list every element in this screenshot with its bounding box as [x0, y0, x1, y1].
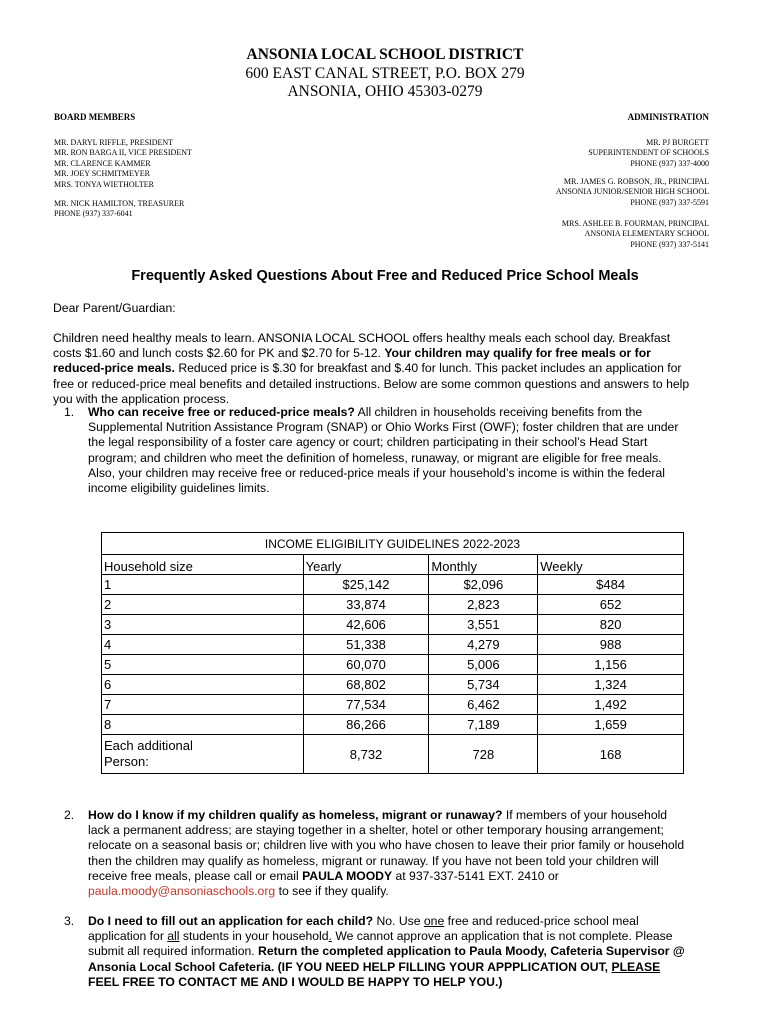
greeting: Dear Parent/Guardian:	[53, 301, 176, 315]
admin-line: MR. JAMES G. ROBSON, JR., PRINCIPAL	[563, 177, 709, 186]
cell-weekly: 1,156	[538, 655, 684, 675]
q1-question: Who can receive free or reduced-price meals?	[88, 405, 355, 419]
q2-text: If members of your household	[502, 808, 668, 822]
cell-size: 1	[102, 575, 304, 595]
q3-text: No. Use	[373, 914, 424, 928]
cell-monthly: 2,823	[429, 595, 538, 615]
q3-text: students in your household	[179, 929, 329, 944]
cell-size: 8	[102, 715, 304, 735]
treasurer-name: MR. NICK HAMILTON, TREASURER	[54, 199, 185, 208]
intro-bold: reduced-price meals.	[53, 361, 175, 376]
q3-underline: one	[423, 914, 445, 928]
intro-text: costs $1.60 and lunch costs $2.60 for PK and $2.70 for 5-12.	[53, 346, 385, 361]
intro-paragraph	[53, 331, 689, 407]
q3-underline: .	[328, 929, 332, 944]
cell-size: 7	[102, 695, 304, 715]
q2-line: then the children may qualify as homeless, migrant or runaway. If you have not been told your children will	[88, 853, 659, 868]
page-title: Frequently Asked Questions About Free and Reduced Price School Meals	[131, 268, 639, 284]
q1-line: Supplemental Nutrition Assistance Program (SNAP) or Ohio Works First (OWF); foster children that are under	[88, 420, 679, 435]
cell-yearly: 68,802	[303, 675, 429, 695]
table-caption: INCOME ELIGIBILITY GUIDELINES 2022-2023	[102, 533, 684, 555]
q2-text: at 937-337-5141 EXT. 2410 or	[392, 868, 559, 883]
cell-weekly: 1,659	[538, 715, 684, 735]
q1-line: Also, your children may receive free or reduced-price meals if your household’s income is within the federal	[88, 465, 665, 480]
table-row	[102, 695, 684, 715]
q3-underline: PLEASE	[611, 959, 661, 974]
header-household-size: Household size	[102, 555, 304, 575]
board-members-list	[54, 138, 192, 190]
cell-yearly: 86,266	[303, 715, 429, 735]
cell-weekly: 1,492	[538, 695, 684, 715]
q3-number: 3.	[64, 914, 75, 928]
elem-principal-block	[562, 219, 709, 250]
table-header-row	[102, 555, 684, 575]
q3-bold: FEEL FREE TO CONTACT ME AND I WOULD BE HAPPY TO HELP YOU.)	[88, 974, 503, 989]
contact-name: PAULA MOODY	[302, 868, 393, 883]
q3-line	[88, 960, 685, 975]
cell-weekly: 652	[538, 595, 684, 615]
cell-size: 4	[102, 635, 304, 655]
q1-line: program; and children who meet the definition of homeless, runaway, or migrant are eligible for free meals.	[88, 450, 662, 465]
cell-yearly: 33,874	[303, 595, 429, 615]
board-member: MR. DARYL RIFFLE, PRESIDENT	[54, 138, 174, 147]
superintendent-block	[588, 138, 709, 169]
admin-line: PHONE (937) 337-5141	[630, 239, 709, 249]
cell-monthly: 7,189	[429, 715, 538, 735]
admin-line: SUPERINTENDENT OF SCHOOLS	[588, 148, 709, 158]
cell-weekly: 1,324	[538, 675, 684, 695]
table-row-additional	[102, 735, 684, 774]
treasurer-phone: PHONE (937) 337-6041	[54, 209, 133, 219]
q2-line: lack a permanent address; are staying together in a shelter, hotel or other temporary housing arrangement;	[88, 823, 664, 838]
email-link[interactable]: paula.moody@ansoniaschools.org	[88, 884, 276, 899]
q2-question: How do I know if my children qualify as homeless, migrant or runaway?	[88, 808, 503, 822]
q1-line	[88, 405, 678, 420]
intro-line	[53, 346, 689, 361]
q3-underline: all	[167, 929, 180, 944]
q1-line: income eligibility guidelines limits.	[88, 481, 270, 496]
q3-bold: Return the completed application to Paula Moody, Cafeteria Supervisor @	[258, 944, 685, 959]
district-street: 600 EAST CANAL STREET, P.O. BOX 279	[245, 65, 525, 82]
treasurer-block	[54, 199, 184, 220]
table-row	[102, 615, 684, 635]
additional-label: Person:	[104, 754, 149, 769]
q2-text: receive free meals, please call or email	[88, 868, 303, 883]
cell-size: 3	[102, 615, 304, 635]
q3-text: free and reduced-price school meal	[444, 914, 639, 928]
q1-line: the legal responsibility of a foster care agency or court; children participating in their school’s Head Start	[88, 435, 648, 450]
cell-yearly: $25,142	[303, 575, 429, 595]
hs-principal-block	[556, 177, 709, 208]
q2-line	[88, 808, 684, 823]
q2-paragraph	[88, 808, 684, 899]
cell-size: 5	[102, 655, 304, 675]
cell-yearly: 77,534	[303, 695, 429, 715]
cell-yearly: 60,070	[303, 655, 429, 675]
admin-line: PHONE (937) 337-5591	[630, 197, 709, 207]
q3-text: We cannot approve an application that is not complete. Please	[331, 929, 673, 944]
cell-weekly: 820	[538, 615, 684, 635]
q3-text: submit all required information.	[88, 944, 259, 959]
admin-line: MR. PJ BURGETT	[646, 138, 709, 147]
cell-size: 6	[102, 675, 304, 695]
income-eligibility-table	[101, 532, 684, 774]
q3-line	[88, 929, 685, 944]
table-row	[102, 715, 684, 735]
q3-line	[88, 914, 685, 929]
table-row	[102, 595, 684, 615]
board-member: MR. RON BARGA II, VICE PRESIDENT	[54, 148, 192, 158]
intro-text: Reduced price is $.30 for breakfast and $.40 for lunch. This packet includes an application for	[174, 361, 682, 376]
q2-text: to see if they qualify.	[275, 884, 389, 899]
intro-bold: Your children may qualify for free meals or for	[384, 346, 651, 361]
cell-monthly: 5,006	[429, 655, 538, 675]
q3-text: application for	[88, 929, 168, 944]
board-heading: BOARD MEMBERS	[54, 112, 136, 122]
table-row	[102, 575, 684, 595]
administration-heading: ADMINISTRATION	[627, 112, 709, 122]
admin-line: MRS. ASHLEE B. FOURMAN, PRINCIPAL	[561, 219, 709, 228]
q2-number: 2.	[64, 808, 75, 822]
q3-question: Do I need to fill out an application for each child?	[88, 914, 374, 928]
cell-size: 2	[102, 595, 304, 615]
header-weekly: Weekly	[538, 555, 684, 575]
table-row	[102, 635, 684, 655]
q3-paragraph	[88, 914, 685, 990]
cell-weekly: 988	[538, 635, 684, 655]
q3-bold: Ansonia Local School Cafeteria. (IF YOU NEED HELP FILLING YOUR APPPLICATION OUT,	[88, 959, 612, 974]
admin-line: PHONE (937) 337-4000	[630, 158, 709, 168]
district-city: ANSONIA, OHIO 45303-0279	[287, 83, 483, 100]
cell-weekly: $484	[538, 575, 684, 595]
header-yearly: Yearly	[303, 555, 429, 575]
q1-paragraph	[88, 405, 678, 496]
cell-monthly: 4,279	[429, 635, 538, 655]
cell-weekly: 168	[538, 735, 684, 774]
intro-line: free or reduced-price meal benefits and detailed instructions. Below are some common questions and answers to help	[53, 376, 690, 391]
district-name: ANSONIA LOCAL SCHOOL DISTRICT	[246, 46, 524, 63]
q2-line	[88, 884, 684, 899]
q2-line: relocate on a seasonal basis or; children live with you who have chosen to leave their prior family or household	[88, 838, 685, 853]
cell-monthly: $2,096	[429, 575, 538, 595]
q1-text: All children in households receiving benefits from the	[354, 405, 643, 419]
cell-yearly: 8,732	[303, 735, 429, 774]
intro-line	[53, 361, 689, 376]
board-member: MR. CLARENCE KAMMER	[54, 158, 151, 168]
cell-yearly: 42,606	[303, 615, 429, 635]
cell-monthly: 6,462	[429, 695, 538, 715]
intro-line: you with the application process.	[53, 391, 230, 406]
q3-line	[88, 975, 685, 990]
q3-line	[88, 944, 685, 959]
board-member: MRS. TONYA WIETHOLTER	[54, 179, 154, 189]
admin-line: ANSONIA ELEMENTARY SCHOOL	[584, 229, 709, 239]
cell-monthly: 3,551	[429, 615, 538, 635]
cell-size	[102, 735, 304, 774]
header-monthly: Monthly	[429, 555, 538, 575]
additional-label: Each additional	[104, 738, 193, 753]
cell-monthly: 5,734	[429, 675, 538, 695]
q1-number: 1.	[64, 405, 75, 419]
board-member: MR. JOEY SCHMITMEYER	[54, 169, 150, 179]
table-row	[102, 655, 684, 675]
cell-monthly: 728	[429, 735, 538, 774]
admin-line: ANSONIA JUNIOR/SENIOR HIGH SCHOOL	[555, 187, 709, 197]
cell-yearly: 51,338	[303, 635, 429, 655]
table-row	[102, 675, 684, 695]
q2-line	[88, 869, 684, 884]
intro-line: Children need healthy meals to learn. ANSONIA LOCAL SCHOOL offers healthy meals each school day. Breakfast	[53, 331, 671, 345]
